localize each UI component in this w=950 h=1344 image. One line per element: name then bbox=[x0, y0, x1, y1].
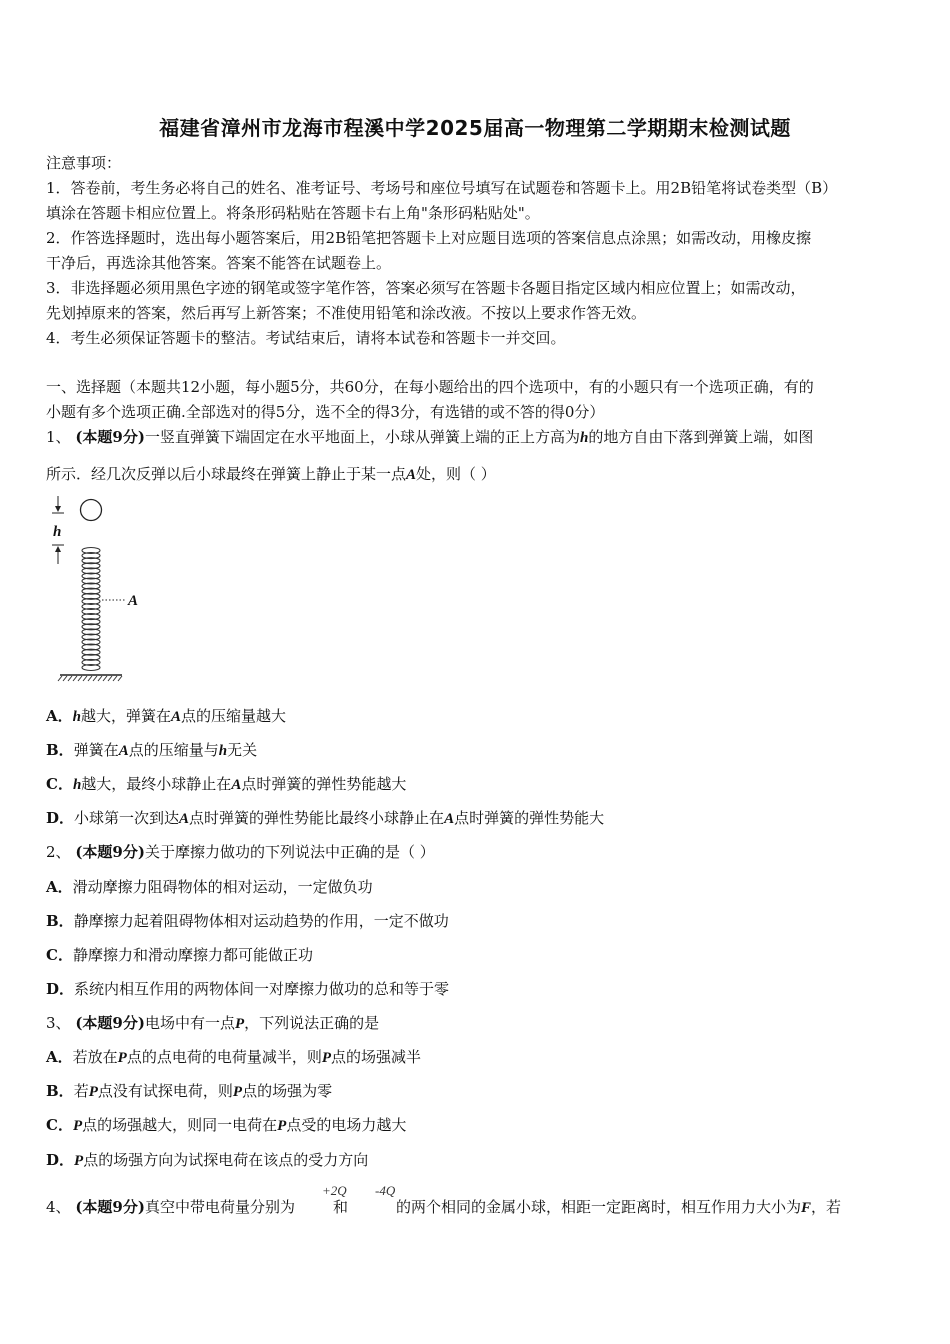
option-variable: A bbox=[171, 709, 182, 725]
option-variable: P bbox=[117, 1050, 127, 1066]
option-variable: h bbox=[72, 709, 81, 725]
option-c bbox=[46, 774, 406, 795]
option-d bbox=[46, 1150, 368, 1171]
question-text: 所示．经几次反弹以后小球最终在弹簧上静止于某一点 bbox=[46, 465, 407, 483]
option-text: 点时弹簧的弹性势能越大 bbox=[241, 775, 407, 793]
variable-A: A bbox=[406, 467, 417, 483]
question-score: (本题9分) bbox=[75, 1014, 145, 1032]
ground-hatch-line bbox=[73, 676, 77, 681]
ground-hatch-line bbox=[103, 676, 107, 681]
option-key: D． bbox=[46, 809, 75, 827]
question-number: 1、 bbox=[46, 428, 71, 446]
option-a bbox=[46, 877, 373, 897]
option-c bbox=[46, 945, 313, 965]
notice-line: 4．考生必须保证答题卡的整洁。考试结束后，请将本试卷和答题卡一并交回。 bbox=[46, 329, 566, 347]
option-text: 点的场强方向为试探电荷在该点的受力方向 bbox=[83, 1151, 369, 1169]
variable-F: F bbox=[801, 1200, 812, 1216]
ground-hatch-line bbox=[93, 676, 97, 681]
question-text: ，下列说法正确的是 bbox=[244, 1014, 380, 1032]
option-key: A． bbox=[46, 878, 73, 896]
charge-positive: +2Q bbox=[322, 1183, 347, 1198]
question-score: (本题9分) bbox=[75, 1198, 145, 1216]
ball-icon bbox=[81, 500, 102, 521]
question-score: (本题9分) bbox=[75, 428, 145, 446]
ground-hatch-line bbox=[88, 676, 92, 681]
ground-hatch-line bbox=[78, 676, 82, 681]
option-text: 点的压缩量与 bbox=[128, 741, 219, 759]
question-text: 关于摩擦力做功的下列说法中正确的是（ ） bbox=[144, 843, 435, 861]
notice-line: 1．答卷前，考生务必将自己的姓名、准考证号、考场号和座位号填写在试题卷和答题卡上。用2B铅笔将试卷类型（B） bbox=[46, 179, 838, 197]
question-text: ，若 bbox=[811, 1198, 842, 1216]
question-text: 和 bbox=[332, 1198, 348, 1216]
option-text: 滑动摩擦力阻碍物体的相对运动，一定做负功 bbox=[72, 878, 373, 896]
option-a bbox=[46, 1047, 421, 1068]
option-key: C． bbox=[46, 946, 73, 964]
option-variable: A bbox=[444, 811, 455, 827]
option-text: 无关 bbox=[227, 741, 258, 759]
ground-hatch-line bbox=[58, 676, 62, 681]
question-text: 电场中有一点 bbox=[144, 1014, 235, 1032]
option-text: 点的压缩量越大 bbox=[181, 707, 287, 725]
option-variable: P bbox=[321, 1050, 332, 1066]
option-variable: h bbox=[218, 743, 228, 759]
option-text: 点的点电荷的电荷量减半，则 bbox=[126, 1048, 322, 1066]
ground-hatch-line bbox=[83, 676, 87, 681]
label-h: h bbox=[53, 524, 62, 540]
question-4 bbox=[46, 1197, 841, 1218]
variable-P: P bbox=[234, 1016, 245, 1032]
question-number: 4、 bbox=[46, 1198, 71, 1216]
option-c bbox=[46, 1115, 406, 1136]
notice-line: 干净后，再选涂其他答案。答案不能答在试题卷上。 bbox=[46, 254, 392, 272]
option-variable: A bbox=[179, 811, 190, 827]
option-text: 弹簧在 bbox=[73, 741, 119, 759]
option-key: C． bbox=[46, 775, 73, 793]
question-2 bbox=[46, 842, 435, 862]
option-key: A． bbox=[46, 707, 73, 725]
ground-hatch-line bbox=[68, 676, 72, 681]
charge-negative: -4Q bbox=[375, 1183, 396, 1198]
option-key: B． bbox=[46, 741, 74, 759]
option-variable: P bbox=[88, 1084, 98, 1100]
section-header-line: 小题有多个选项正确.全部选对的得5分，选不全的得3分，有选错的或不答的得0分） bbox=[46, 403, 605, 421]
option-b bbox=[46, 911, 449, 931]
ground-hatch-line bbox=[98, 676, 102, 681]
option-b bbox=[46, 740, 257, 761]
question-text: 的地方自由下落到弹簧上端，如图 bbox=[588, 428, 814, 446]
notice-line: 3．非选择题必须用黑色字迹的钢笔或签字笔作答，答案必须写在答题卡各题目指定区域内相应位置上；如需改动， bbox=[46, 279, 806, 297]
option-text: 点时弹簧的弹性势能大 bbox=[454, 809, 605, 827]
notice-line: 先划掉原来的答案，然后再写上新答案；不准使用铅笔和涂改液。不按以上要求作答无效。 bbox=[46, 304, 647, 322]
option-variable: P bbox=[74, 1153, 84, 1169]
label-A: A bbox=[128, 593, 139, 609]
notice-line: 填涂在答题卡相应位置上。将条形码粘贴在答题卡右上角"条形码粘贴处"。 bbox=[46, 204, 540, 222]
option-variable: P bbox=[72, 1118, 83, 1134]
question-score: (本题9分) bbox=[75, 843, 145, 861]
option-text: 点没有试探电荷，则 bbox=[97, 1082, 233, 1100]
option-text: 若 bbox=[73, 1082, 89, 1100]
question-1-line-2 bbox=[46, 464, 496, 485]
option-text: 越大，弹簧在 bbox=[80, 707, 171, 725]
option-text: 点时弹簧的弹性势能比最终小球静止在 bbox=[189, 809, 445, 827]
option-variable: P bbox=[232, 1084, 243, 1100]
section-header-line: 一、选择题（本题共12小题，每小题5分，共60分，在每小题给出的四个选项中，有的小题只有一个选项正确，有的 bbox=[46, 378, 814, 396]
option-text: 小球第一次到达 bbox=[74, 809, 180, 827]
notice-heading: 注意事项： bbox=[46, 154, 122, 172]
question-text: 处，则（ ） bbox=[416, 465, 496, 483]
spring-coil bbox=[82, 548, 100, 671]
variable-h: h bbox=[579, 430, 589, 446]
option-text: 点的场强减半 bbox=[331, 1048, 422, 1066]
notice-line: 2．作答选择题时，选出每小题答案后，用2B铅笔把答题卡上对应题目选项的答案信息点涂黑；如需改动，用橡皮擦 bbox=[46, 229, 812, 247]
option-variable: A bbox=[118, 743, 129, 759]
option-text: 点的场强为零 bbox=[242, 1082, 333, 1100]
question-number: 2、 bbox=[46, 843, 71, 861]
question-3 bbox=[46, 1013, 379, 1034]
spring-figure bbox=[46, 492, 156, 684]
option-text: 静摩擦力和滑动摩擦力都可能做正功 bbox=[72, 946, 313, 964]
question-text: 真空中带电荷量分别为 bbox=[144, 1198, 295, 1216]
option-variable: P bbox=[277, 1118, 287, 1134]
ground-hatch-line bbox=[118, 676, 122, 681]
option-text: 若放在 bbox=[72, 1048, 118, 1066]
option-d bbox=[46, 808, 604, 829]
question-text: 的两个相同的金属小球，相距一定距离时，相互作用力大小为 bbox=[396, 1198, 802, 1216]
option-d bbox=[46, 979, 449, 999]
option-key: A． bbox=[46, 1048, 73, 1066]
question-number: 3、 bbox=[46, 1014, 71, 1032]
ground-hatch-line bbox=[113, 676, 117, 681]
option-variable: A bbox=[231, 777, 242, 793]
option-a bbox=[46, 706, 286, 727]
question-1 bbox=[46, 427, 813, 448]
page-title: 福建省漳州市龙海市程溪中学2025届高一物理第二学期期末检测试题 bbox=[159, 116, 791, 140]
option-key: C． bbox=[46, 1116, 73, 1134]
option-key: B． bbox=[46, 1082, 74, 1100]
option-text: 静摩擦力起着阻碍物体相对运动趋势的作用，一定不做功 bbox=[73, 912, 449, 930]
option-variable: h bbox=[72, 777, 82, 793]
ground-hatch bbox=[58, 676, 122, 681]
question-text: 一竖直弹簧下端固定在水平地面上，小球从弹簧上端的正上方高为 bbox=[144, 428, 580, 446]
arrow-down-icon bbox=[55, 506, 61, 512]
option-text: 点的场强越大，则同一电荷在 bbox=[82, 1116, 278, 1134]
option-text: 系统内相互作用的两物体间一对摩擦力做功的总和等于零 bbox=[74, 980, 450, 998]
option-text: 点受的电场力越大 bbox=[286, 1116, 407, 1134]
option-text: 越大，最终小球静止在 bbox=[81, 775, 232, 793]
option-key: B． bbox=[46, 912, 74, 930]
ground-hatch-line bbox=[63, 676, 67, 681]
option-b bbox=[46, 1081, 332, 1102]
option-key: D． bbox=[46, 980, 75, 998]
option-key: D． bbox=[46, 1151, 75, 1169]
ground-hatch-line bbox=[108, 676, 112, 681]
